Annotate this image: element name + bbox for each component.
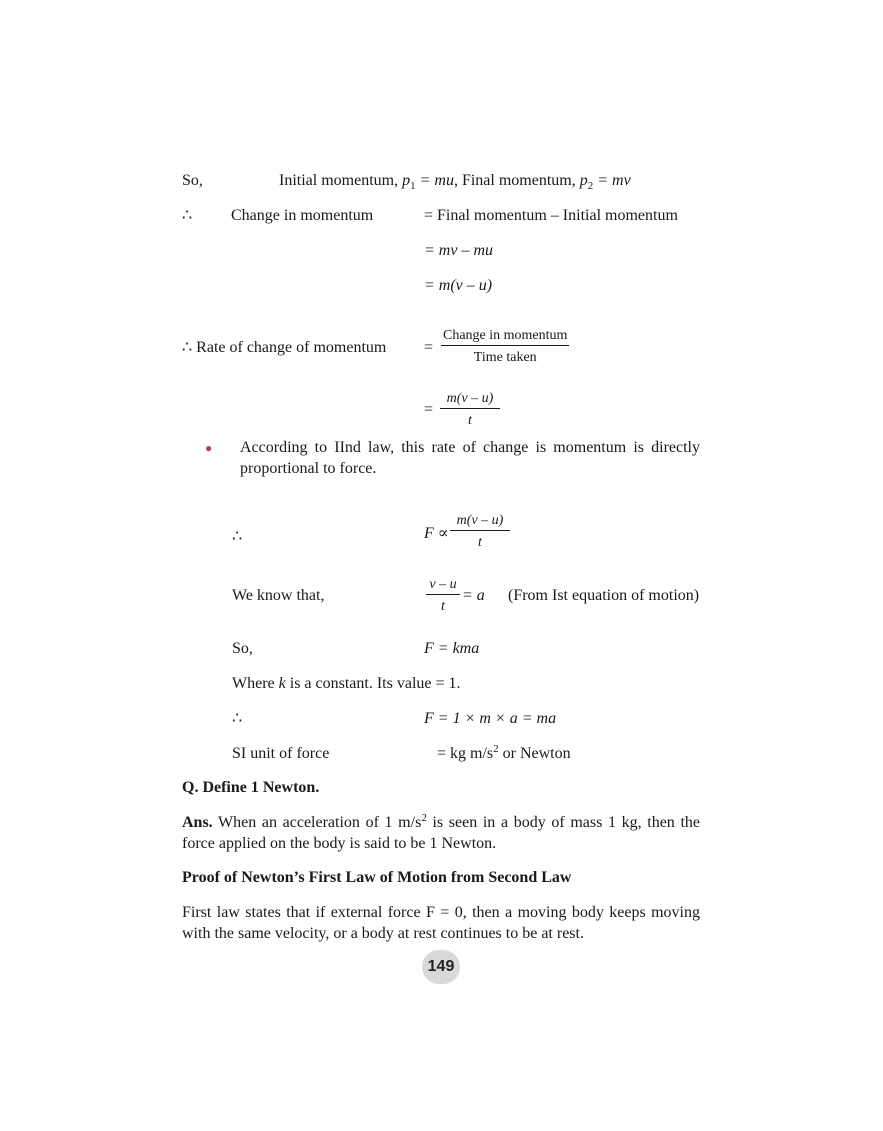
p2-symbol: p: [579, 172, 588, 189]
answer-part-2: is seen in a body of mass 1 kg, then the force applied on the body is said to be 1 Newton.: [182, 814, 701, 852]
mvu-denominator: t: [468, 413, 472, 428]
si-unit-value-sup: 2: [493, 743, 499, 755]
answer-paragraph: [182, 812, 700, 854]
si-unit-value-post: or Newton: [498, 745, 571, 762]
so-label-1: So,: [182, 172, 203, 189]
rate-fraction-denominator: Time taken: [473, 350, 537, 365]
proof-paragraph: First law states that if external force F = 0, then a moving body keeps moving with the same velocity, or a body at rest continues to be at rest.: [182, 904, 700, 942]
constant-k-prefix: Where: [232, 675, 279, 692]
so-label-2: So,: [232, 640, 253, 657]
we-know-that-label: We know that,: [232, 587, 325, 604]
force-fraction: [450, 512, 510, 553]
equals-a: = a: [462, 587, 485, 604]
initial-final-momentum-line: [279, 171, 631, 191]
therefore-symbol-3: ∴: [232, 710, 243, 727]
vu-over-t-fraction: [426, 576, 460, 617]
change-in-momentum-label: Change in momentum: [231, 207, 374, 224]
f-proportional: F ∝: [424, 525, 449, 542]
rate-of-change-label: ∴ Rate of change of momentum: [182, 339, 387, 356]
answer-sup: 2: [421, 812, 427, 824]
si-unit-label: SI unit of force: [232, 745, 330, 762]
force-fraction-denominator: t: [478, 535, 482, 550]
f-equals-ma: F = 1 × m × a = ma: [424, 710, 557, 727]
p2-subscript: 2: [587, 180, 594, 192]
eq-mu: = mu: [419, 172, 454, 189]
mvu-numerator: m(v – u): [446, 391, 494, 406]
therefore-symbol-1: ∴: [182, 207, 193, 224]
answer-label: Ans.: [182, 814, 213, 831]
p1-symbol: p: [402, 172, 411, 189]
final-momentum-prefix: , Final momentum,: [453, 172, 576, 189]
rate-fraction-numerator: Change in momentum: [443, 328, 568, 343]
mv-minus-mu: = mv – mu: [424, 242, 494, 259]
mvu-over-t-fraction: [440, 390, 500, 431]
m-v-minus-u: = m(v – u): [424, 277, 493, 294]
vu-denominator: t: [441, 599, 445, 614]
proof-heading: Proof of Newton’s First Law of Motion from Second Law: [182, 869, 572, 886]
f-equals-kma: F = kma: [424, 640, 480, 657]
constant-k-var: k: [278, 675, 286, 692]
vu-numerator: v – u: [429, 577, 457, 592]
therefore-symbol-2: ∴: [232, 528, 243, 545]
bullet-paragraph: According to IInd law, this rate of change is momentum is directly proportional to force.: [240, 439, 700, 477]
page-number-badge: 149: [422, 950, 460, 984]
eq-mv: = mv: [593, 172, 631, 189]
first-equation-note: (From Ist equation of motion): [508, 587, 700, 604]
constant-k-line: [232, 674, 461, 694]
answer-part-1: When an acceleration of 1 m/s: [212, 814, 422, 831]
equals-sign-2: =: [424, 401, 434, 418]
rate-fraction: [441, 327, 569, 368]
p1-subscript: 1: [410, 180, 416, 192]
initial-momentum-prefix: Initial momentum,: [279, 172, 399, 189]
si-unit-value: [437, 744, 571, 764]
question-heading: Q. Define 1 Newton.: [182, 779, 320, 796]
equals-sign-1: =: [424, 339, 434, 356]
force-fraction-numerator: m(v – u): [456, 513, 504, 528]
change-in-momentum-rhs: = Final momentum – Initial momentum: [424, 207, 678, 224]
constant-k-suffix: is a constant. Its value = 1.: [285, 675, 461, 692]
si-unit-value-pre: = kg m/s: [437, 745, 494, 762]
bullet-icon: ●: [205, 441, 213, 455]
